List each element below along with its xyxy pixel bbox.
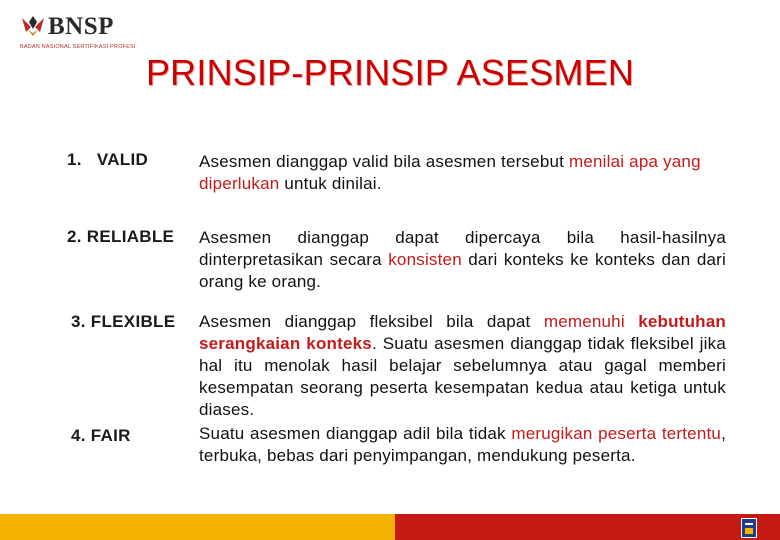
desc-text: Suatu asesmen dianggap adil bila tidak	[199, 424, 512, 443]
principle-desc-reliable	[199, 227, 726, 293]
highlight-phrase: menilai apa yang diperlukan	[199, 152, 701, 193]
principle-label-flexible: 3. FLEXIBLE	[71, 312, 176, 331]
footer-red-band	[395, 514, 780, 540]
desc-text: . Suatu asesmen dianggap tidak fleksibel jika hal itu menolak hasil belajar sebelumnya atau gagal memberi kesempatan seorang peserta kesempatan kedua atau ketiga untuk diases.	[199, 334, 726, 419]
principle-label-valid: 1. VALID	[67, 150, 149, 169]
highlight-phrase: kebutuhan serangkaian konteks	[199, 312, 726, 353]
principle-desc-valid	[199, 151, 726, 195]
desc-text: Asesmen dianggap fleksibel bila dapat	[199, 312, 544, 331]
highlight-phrase: konsisten	[388, 250, 462, 269]
highlight-phrase: merugikan peserta tertentu	[511, 424, 722, 443]
slide-title: PRINSIP-PRINSIP ASESMEN	[145, 52, 635, 93]
principle-desc-flexible	[199, 311, 726, 421]
principle-desc-fair	[199, 423, 726, 467]
principle-label-reliable: 2. RELIABLE	[67, 227, 175, 246]
bnsp-logo	[20, 10, 136, 56]
brand-name: BNSP	[48, 13, 114, 40]
garuda-emblem-icon	[20, 12, 46, 38]
footer-emblem-icon	[741, 518, 757, 538]
desc-text: Asesmen dianggap dapat dipercaya bila hasil-hasilnya dinterpretasikan secara	[199, 228, 726, 269]
desc-text: untuk dinilai.	[279, 174, 382, 193]
brand-tagline: BADAN NASIONAL SERTIFIKASI PROFESI	[20, 44, 136, 50]
desc-text	[625, 312, 638, 331]
desc-text: Asesmen dianggap valid bila asesmen tersebut	[199, 152, 569, 171]
footer-bar	[0, 514, 780, 540]
principle-label-fair: 4. FAIR	[71, 426, 131, 445]
highlight-phrase: memenuhi	[543, 312, 625, 331]
desc-text: , terbuka, bebas dari penyimpangan, mendukung peserta.	[199, 424, 727, 465]
desc-text: dari konteks ke konteks dan dari orang ke orang.	[199, 250, 726, 291]
footer-yellow-band	[0, 514, 395, 540]
